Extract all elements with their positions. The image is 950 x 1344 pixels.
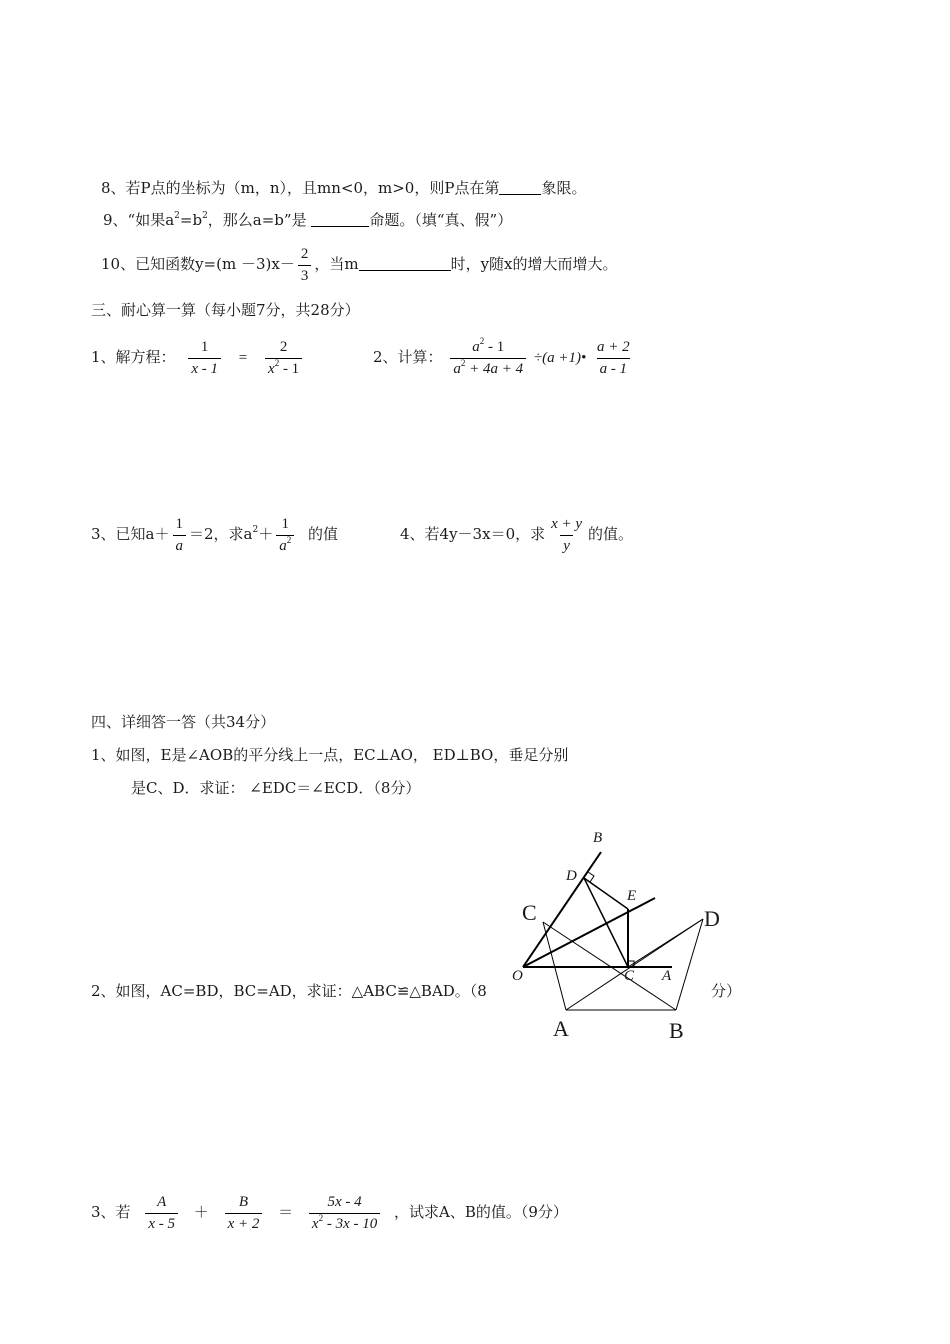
- right-angle-d: [588, 872, 594, 882]
- label-d-small: D: [566, 868, 577, 884]
- p3-text-c: ＋: [258, 525, 274, 543]
- den-part: + 4a + 4: [465, 360, 524, 377]
- fraction-a: [145, 1194, 178, 1233]
- d3-text: 3、若: [91, 1203, 131, 1221]
- superscript: 2: [252, 525, 259, 535]
- superscript: 2: [318, 1212, 324, 1223]
- q8-tail: 象限。: [541, 179, 587, 197]
- superscript: 2: [286, 534, 292, 545]
- numerator: 2: [279, 338, 288, 355]
- problem-d2: 2、如图，AC=BD，BC=AD，求证：△ABC≌△BAD。（8: [91, 982, 487, 1000]
- den-part: - 1: [279, 360, 300, 377]
- den-part: a: [453, 360, 461, 377]
- label-c-small: C: [624, 968, 635, 984]
- label-b-large: B: [669, 1018, 684, 1043]
- problem-d3: [91, 1190, 568, 1234]
- label-a-large: A: [553, 1016, 569, 1041]
- bisector-oe: [523, 898, 655, 967]
- q10-tail: 时，y随x的增大而增大。: [450, 255, 618, 273]
- numerator: 1: [281, 515, 289, 532]
- den-part: x: [268, 360, 275, 377]
- problem-d1-line1: 1、如图，E是∠AOB的平分线上一点，EC⊥AO， ED⊥BO，垂足分别: [91, 746, 569, 764]
- q9-text: 9、“如果a: [103, 211, 175, 229]
- denominator: y: [560, 535, 573, 555]
- superscript: 2: [202, 211, 208, 221]
- numerator: 1: [200, 338, 209, 355]
- segment-d-upper: [628, 919, 703, 967]
- p3-text-b: ＝2，求a: [189, 525, 253, 543]
- p4-text: 4、若4y－3x＝0，求: [400, 525, 546, 543]
- p1-label: 1、解方程：: [91, 348, 176, 366]
- q9-tail: 命题。（填“真、假”）: [369, 211, 513, 229]
- segment-de: [584, 878, 628, 909]
- den-part: - 3x - 10: [323, 1215, 378, 1232]
- numerator: 2: [300, 245, 309, 262]
- section-3-title: 三、耐心算一算（每小题7分，共28分）: [91, 301, 360, 319]
- operator-text: ÷(a +1)•: [533, 350, 587, 366]
- superscript: 2: [479, 335, 485, 346]
- q10-text: 10、已知函数y=(m －3)x－: [101, 255, 295, 273]
- q10-text-b: ，当m: [314, 255, 359, 273]
- denominator: x + 2: [225, 1213, 263, 1233]
- label-d-large: D: [704, 906, 720, 931]
- label-b-small: B: [593, 830, 603, 846]
- den-part: x: [311, 1215, 319, 1232]
- d3-tail: ，试求A、B的值。（9分）: [394, 1203, 568, 1221]
- fraction-b: [225, 1194, 263, 1233]
- denominator: a: [173, 535, 187, 555]
- numerator: a + 2: [597, 338, 630, 355]
- fraction-c: [309, 1194, 380, 1233]
- den-part: a: [279, 537, 287, 554]
- p3-text: 3、已知a＋: [91, 525, 170, 543]
- equals-sign: =: [238, 350, 248, 366]
- figure-1: [523, 852, 672, 967]
- plus-sign: ＋: [193, 1203, 209, 1221]
- num-part: - 1: [484, 338, 505, 355]
- p4-tail: 的值。: [588, 525, 634, 543]
- p2-label: 2、计算：: [373, 348, 443, 366]
- numerator: 5x - 4: [327, 1193, 362, 1210]
- problem-d1-line2: 是C、D．求证： ∠EDC＝∠ECD．（8分）: [131, 779, 421, 797]
- problem-d2-tail: 分）: [711, 982, 742, 1000]
- superscript: 2: [460, 357, 466, 368]
- figure-2: [543, 919, 703, 1010]
- denominator: [309, 1213, 380, 1233]
- equals-sign: ＝: [278, 1203, 294, 1221]
- p3-tail: 的值: [308, 525, 339, 543]
- denominator: x - 1: [188, 358, 221, 378]
- label-a-small: A: [662, 968, 672, 984]
- superscript: 2: [274, 357, 280, 368]
- denominator: a - 1: [597, 358, 631, 378]
- numerator: A: [157, 1193, 167, 1210]
- denominator: x - 5: [145, 1213, 178, 1233]
- label-c-large: C: [522, 900, 537, 925]
- segment-bd: [676, 919, 703, 1010]
- num-part: a: [472, 338, 480, 355]
- superscript: 2: [174, 211, 180, 221]
- label-e-small: E: [627, 888, 637, 904]
- q8-text: 8、若P点的坐标为（m，n），且mn<0，m>0，则P点在第: [101, 179, 500, 197]
- numerator: x + y: [551, 515, 583, 532]
- numerator: 1: [175, 515, 183, 532]
- label-o-small: O: [512, 968, 523, 984]
- q9-text-b: =b: [179, 211, 203, 229]
- q9-text-c: ，那么a=b”是: [207, 211, 307, 229]
- section-4-title: 四、详细答一答（共34分）: [91, 713, 276, 731]
- denominator: 3: [298, 265, 312, 285]
- numerator: B: [238, 1193, 249, 1210]
